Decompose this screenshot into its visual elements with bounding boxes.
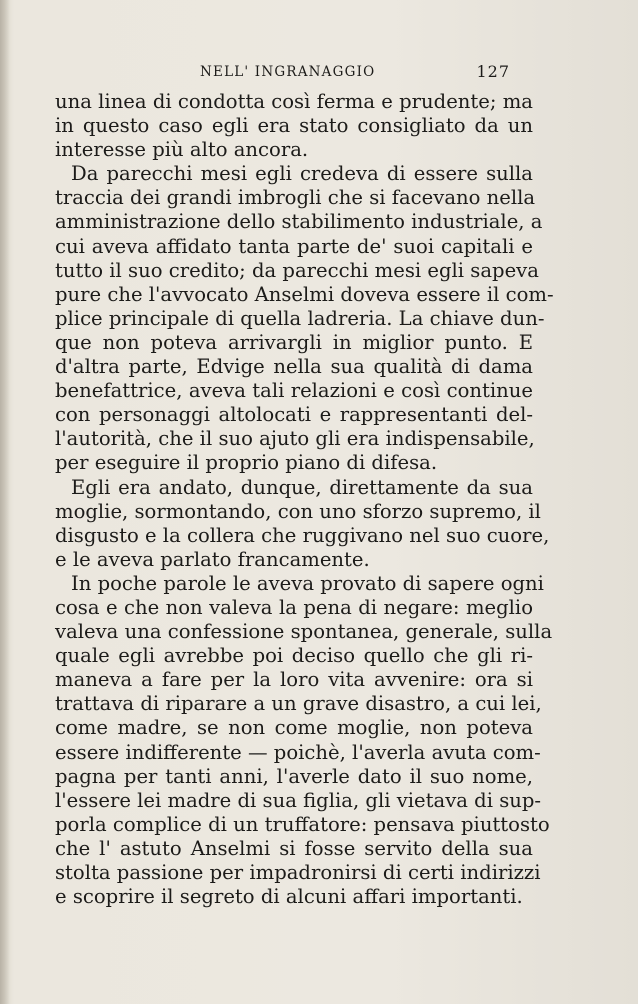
text-line: Da parecchi mesi egli credeva di essere sulla [71, 162, 533, 186]
running-title: NELL' INGRANAGGIO [200, 64, 376, 80]
text-line: benefattrice, aveva tali relazioni e così continue [55, 379, 533, 403]
paragraph [55, 90, 533, 162]
text-line: d'altra parte, Edvige nella sua qualità di dama [55, 355, 533, 379]
paragraph [55, 571, 553, 909]
text-line: cosa e che non valeva la pena di negare: meglio [55, 595, 533, 619]
text-line: in questo caso egli era stato consigliato da un [55, 114, 533, 138]
text-line: traccia dei grandi imbrogli che si facevano nella [55, 186, 536, 210]
text-line: trattava di riparare a un grave disastro, a cui lei, [55, 692, 542, 716]
text-line: moglie, sormontando, con uno sforzo supremo, il [55, 499, 541, 523]
text-line: essere indifferente — poichè, l'averla avuta com- [55, 740, 541, 764]
page-edge-shadow [0, 0, 10, 1004]
text-line: come madre, se non come moglie, non poteva [55, 716, 533, 740]
text-line: cui aveva affidato tanta parte de' suoi capitali e [55, 234, 533, 258]
text-line: stolta passione per impadronirsi di certi indirizzi [55, 861, 541, 884]
body-text [55, 90, 554, 909]
text-line: per eseguire il proprio piano di difesa. [55, 451, 438, 475]
text-line: Egli era andato, dunque, direttamente da sua [71, 475, 533, 499]
text-line: que non poteva arrivargli in miglior punto. E [55, 330, 533, 354]
text-line: tutto il suo credito; da parecchi mesi egli sapeva [55, 258, 539, 282]
paragraph [55, 162, 554, 475]
text-line: disgusto e la collera che ruggivano nel suo cuore, [55, 523, 550, 547]
text-line: con personaggi altolocati e rappresentanti del- [55, 403, 533, 427]
text-line: l'autorità, che il suo ajuto gli era indispensabile, [55, 427, 535, 451]
text-line: maneva a fare per la loro vita avvenire: ora si [55, 668, 533, 692]
text-line: quale egli avrebbe poi deciso quello che gli ri- [55, 644, 533, 668]
text-line: In poche parole le aveva provato di sapere ogni [71, 571, 544, 595]
text-line: plice principale di quella ladreria. La chiave dun- [55, 306, 545, 330]
text-line: pagna per tanti anni, l'averle dato il suo nome, [55, 764, 533, 788]
text-line: amministrazione dello stabilimento industriale, a [55, 210, 543, 234]
text-line: e scoprire il segreto di alcuni affari importanti. [55, 885, 523, 909]
text-line: e le aveva parlato francamente. [55, 547, 370, 571]
running-head [200, 64, 510, 84]
paragraph [55, 475, 550, 572]
text-line: interesse più alto ancora. [55, 138, 309, 162]
text-line: valeva una confessione spontanea, generale, sulla [55, 620, 553, 644]
text-line: l'essere lei madre di sua figlia, gli vietava di sup- [55, 788, 542, 812]
text-line: pure che l'avvocato Anselmi doveva essere il com- [55, 282, 554, 306]
text-line: una linea di condotta così ferma e prudente; ma [55, 90, 533, 113]
text-line: porla complice di un truffatore: pensava piuttosto [55, 812, 550, 836]
page-number: 127 [476, 62, 510, 81]
text-line: che l' astuto Anselmi si fosse servito della sua [55, 836, 533, 860]
